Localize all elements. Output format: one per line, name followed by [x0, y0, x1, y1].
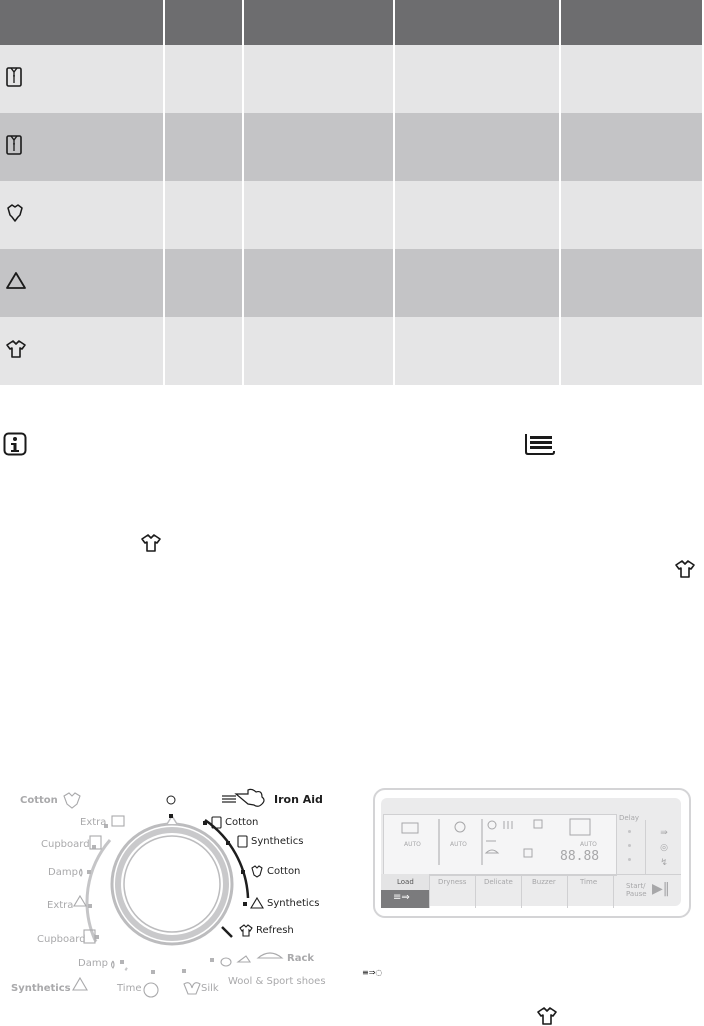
table-row [0, 113, 702, 181]
silk-label: Silk [201, 983, 219, 994]
indicator-dot [628, 844, 631, 847]
synthetics-triangle-icon [73, 978, 87, 990]
cotton-outline-icon [64, 793, 80, 808]
cupboard-label: Cupboard [41, 839, 90, 850]
extra-label: Extra [80, 817, 107, 828]
refresh-icon [240, 925, 252, 936]
auto-label-2: AUTO [450, 841, 467, 848]
rack-icon [258, 953, 282, 958]
control-panel [373, 788, 691, 918]
table-header-cell [243, 0, 394, 45]
indicator-dot [628, 858, 631, 861]
refresh-shirt-icon [140, 533, 162, 553]
indicator-dot [628, 830, 631, 833]
cotton-left-label: Cotton [20, 795, 58, 806]
drop-icon [80, 869, 83, 876]
drop-icon [112, 961, 115, 968]
iron-aid-steam-icon [222, 789, 264, 806]
iron-aid-steam-icon: ≡⇒◌ [362, 968, 383, 977]
cupboard2-label: Cupboard [37, 934, 86, 945]
delay-label: Delay [619, 814, 640, 822]
drying-rack-icon [524, 433, 556, 457]
refresh-shirt-icon [674, 559, 696, 579]
option-icons[interactable]: ⇛ ◎ ↯ [645, 820, 682, 874]
delicate-button[interactable]: Delicate [475, 874, 522, 908]
buzzer-button[interactable]: Buzzer [521, 874, 568, 908]
table-header-cell [164, 0, 243, 45]
time-label: Time [117, 983, 142, 994]
cotton-icon [252, 866, 262, 877]
extra2-label: Extra [47, 900, 74, 911]
program-table [0, 0, 702, 385]
damp-left-label: Damp [48, 867, 78, 878]
time-button[interactable]: Time [567, 874, 614, 908]
time-digits: 88.88 [560, 849, 600, 864]
table-row [0, 249, 702, 317]
auto-label-1: AUTO [404, 841, 421, 848]
program-dial-diagram [0, 780, 350, 1026]
play-pause-icon: ▶‖ [652, 881, 670, 897]
drying-rack-icon [112, 816, 124, 826]
start-pause-button[interactable]: Start/ Pause ▶‖ [613, 874, 682, 908]
refresh-shirt-icon [5, 339, 27, 359]
table-row [0, 45, 702, 113]
cotton-shirt-icon [5, 66, 23, 88]
delicate-triangle-icon [5, 271, 27, 291]
table-header-cell [560, 0, 702, 45]
silk-butterfly-icon [184, 983, 200, 994]
shoe-icon [238, 956, 250, 962]
table-header-cell [0, 0, 164, 45]
table-row [0, 181, 702, 249]
dryness-button[interactable]: Dryness [429, 874, 476, 908]
cotton-label: Cotton [267, 866, 301, 877]
synthetics-label: Synthetics [267, 898, 320, 909]
synthetics-iron-icon [238, 836, 247, 847]
clock-icon [144, 983, 158, 997]
refresh-label: Refresh [256, 925, 294, 936]
wool-icon [221, 958, 231, 966]
damp-label: Damp [78, 958, 108, 969]
cotton-shirt-icon [5, 134, 23, 156]
synthetics-iron-label: Synthetics [251, 836, 304, 847]
load-button[interactable]: Load [381, 874, 429, 890]
table-row [0, 317, 702, 385]
synthetics-triangle-icon [251, 898, 263, 908]
wool-sport-label: Wool & Sport shoes [228, 976, 326, 987]
rack-label: Rack [287, 953, 315, 964]
refresh-shirt-icon [536, 1006, 558, 1026]
synthetics-bottom-label: Synthetics [11, 983, 71, 994]
iron-aid-button[interactable] [381, 890, 429, 908]
iron-aid-label: Iron Aid [274, 793, 323, 806]
extra-triangle-icon [74, 896, 86, 906]
cotton-iron-label: Cotton [225, 817, 259, 828]
table-header-row [0, 0, 702, 45]
info-icon [3, 432, 27, 458]
synthetics-shirt-icon [5, 203, 25, 223]
auto-label-3: AUTO [580, 841, 597, 848]
lcd-display [383, 814, 617, 876]
table-header-cell [394, 0, 560, 45]
iron-aid-steam-icon: ≡⇒ [393, 892, 410, 903]
